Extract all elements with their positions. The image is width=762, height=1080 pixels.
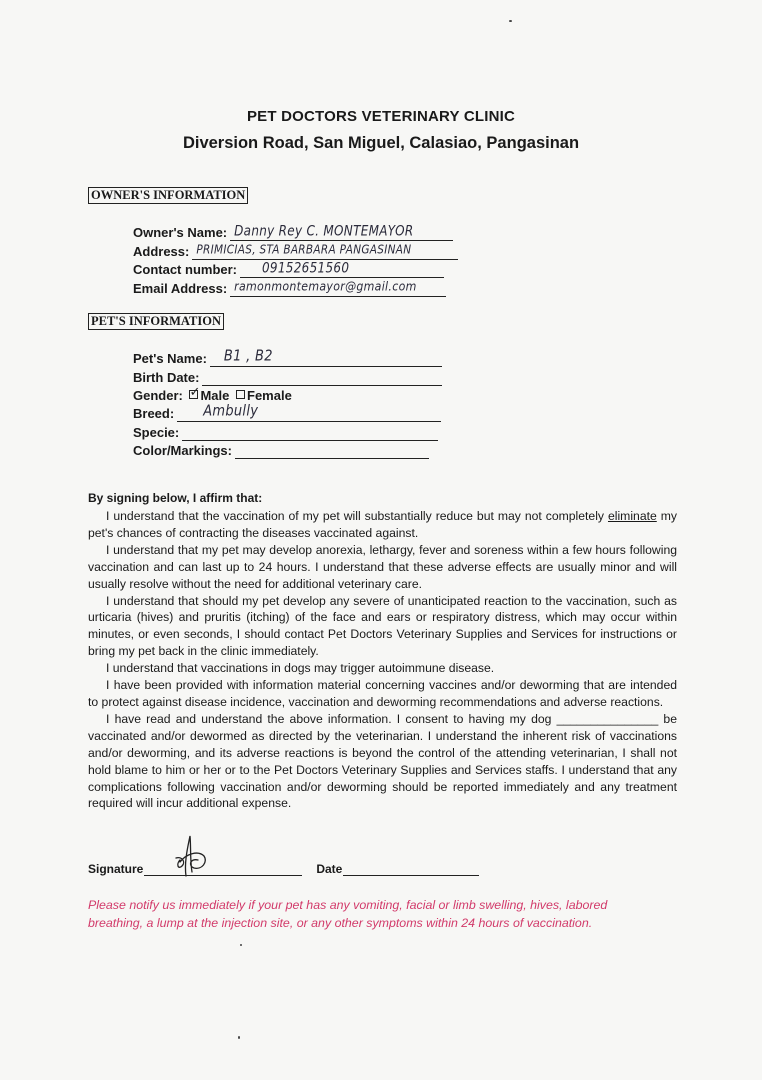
affirmation-paragraph: I understand that should my pet develop any severe of unanticipated reaction to the vaccination, such as urticaria (hives) and pruritis (itching) of the face and ears or respiratory distress, which may occur within minutes, or even seconds, I should contact Pet Doctors Veterinary Supplies and Services for instructions or bring my pet back in the clinic immediately. <box>88 593 677 659</box>
birth-date-line[interactable] <box>202 370 442 386</box>
male-checkbox[interactable] <box>189 384 201 399</box>
clinic-address: Diversion Road, San Miguel, Calasiao, Pangasinan <box>182 134 580 152</box>
scan-speck <box>509 20 512 22</box>
breed-field <box>133 402 441 422</box>
affirmation-text: I understand that the vaccination of my pet will substantially reduce but may not completely <box>106 509 608 523</box>
specie-label: Specie: <box>133 425 180 440</box>
owner-address-field <box>133 244 458 260</box>
breed-line[interactable] <box>177 402 441 422</box>
affirmation-paragraph <box>88 508 677 542</box>
symptom-notice: Please notify us immediately if your pet has any vomiting, facial or limb swelling, hives, labored breathing, a lump at the injection site, or any other symptoms within 24 hours of vaccination. <box>88 898 608 930</box>
owner-contact-label: Contact number: <box>133 262 237 277</box>
signature-line[interactable] <box>144 862 302 876</box>
pet-name-field <box>133 347 442 367</box>
owner-contact-line[interactable] <box>240 259 444 278</box>
affirmation-underlined-word: eliminate <box>607 509 657 523</box>
scan-speck <box>240 944 242 946</box>
owner-name-line[interactable] <box>230 222 453 241</box>
owner-name-value: Danny Rey C. MONTEMAYOR <box>234 222 414 239</box>
owner-email-field <box>133 278 446 297</box>
affirmation-paragraph: I understand that vaccinations in dogs may trigger autoimmune disease. <box>106 661 495 676</box>
gender-field <box>133 384 292 403</box>
affirmation-text: my pet's chances of contracting the diseases vaccinated against. <box>88 509 677 540</box>
female-checkbox[interactable] <box>236 390 245 399</box>
breed-value: Ambully <box>203 402 259 420</box>
color-markings-field <box>133 443 429 459</box>
color-markings-label: Color/Markings: <box>133 443 232 458</box>
signature-row <box>88 862 479 876</box>
date-label: Date <box>316 862 343 876</box>
owner-name-field <box>133 222 453 241</box>
owner-email-label: Email Address: <box>133 281 228 296</box>
signature-label: Signature <box>88 862 144 876</box>
affirmation-paragraph: I have read and understand the above information. I consent to having my dog _______________ be vaccinated and/or dewormed as directed by the veterinarian. I understand the inherent risk of vaccinations and/or deworming, and its adverse reactions is beyond the control of the attending veterinarian, I shall not hold blame to him or her or to the Pet Doctors Veterinary Supplies and Services staffs. I understand that any complications following vaccination and/or deworming should be reported immediately and any treatment required will incur additional expense. <box>88 711 677 811</box>
pet-name-label: Pet's Name: <box>133 351 207 366</box>
owner-name-label: Owner's Name: <box>133 225 228 240</box>
pet-section-heading: PET'S INFORMATION <box>88 313 224 330</box>
specie-field <box>133 425 438 441</box>
affirmation-paragraph: I understand that my pet may develop anorexia, lethargy, fever and soreness within a few hours following vaccination and can last up to 24 hours. I understand that these adverse effects are usually minor and will usually resolve without the need for additional veterinary care. <box>88 542 677 591</box>
owner-address-value: PRIMICIAS, STA BARBARA PANGASINAN <box>196 242 412 257</box>
breed-label: Breed: <box>133 406 175 421</box>
handwritten-signature <box>172 832 212 878</box>
affirmation-paragraph: I have been provided with information material concerning vaccines and/or deworming that are intended to protect against disease incidence, vaccination and deworming recommendations and adverse reactions. <box>88 678 677 709</box>
date-line[interactable] <box>343 862 479 876</box>
owner-address-line[interactable] <box>192 244 458 260</box>
male-option-label: Male <box>200 388 230 403</box>
female-option-label: Female <box>247 388 292 403</box>
owner-address-label: Address: <box>133 244 190 259</box>
owner-email-line[interactable] <box>230 278 446 297</box>
pet-name-line[interactable] <box>210 347 442 367</box>
scan-speck <box>238 1036 240 1039</box>
clinic-name: PET DOCTORS VETERINARY CLINIC <box>246 108 516 125</box>
checkmark-icon: ✓ <box>189 384 201 399</box>
affirmation-body <box>88 508 677 812</box>
gender-label: Gender: <box>133 388 183 403</box>
birth-date-field <box>133 370 442 386</box>
owner-contact-field <box>133 259 444 278</box>
color-markings-line[interactable] <box>235 443 429 459</box>
affirmation-heading: By signing below, I affirm that: <box>88 491 263 505</box>
owner-email-value: ramonmontemayor@gmail.com <box>234 278 417 294</box>
owner-section-heading: OWNER'S INFORMATION <box>88 187 248 204</box>
owner-contact-value: 09152651560 <box>262 259 350 276</box>
pet-name-value: B1 , B2 <box>223 347 273 365</box>
specie-line[interactable] <box>182 425 438 441</box>
birth-date-label: Birth Date: <box>133 370 200 385</box>
